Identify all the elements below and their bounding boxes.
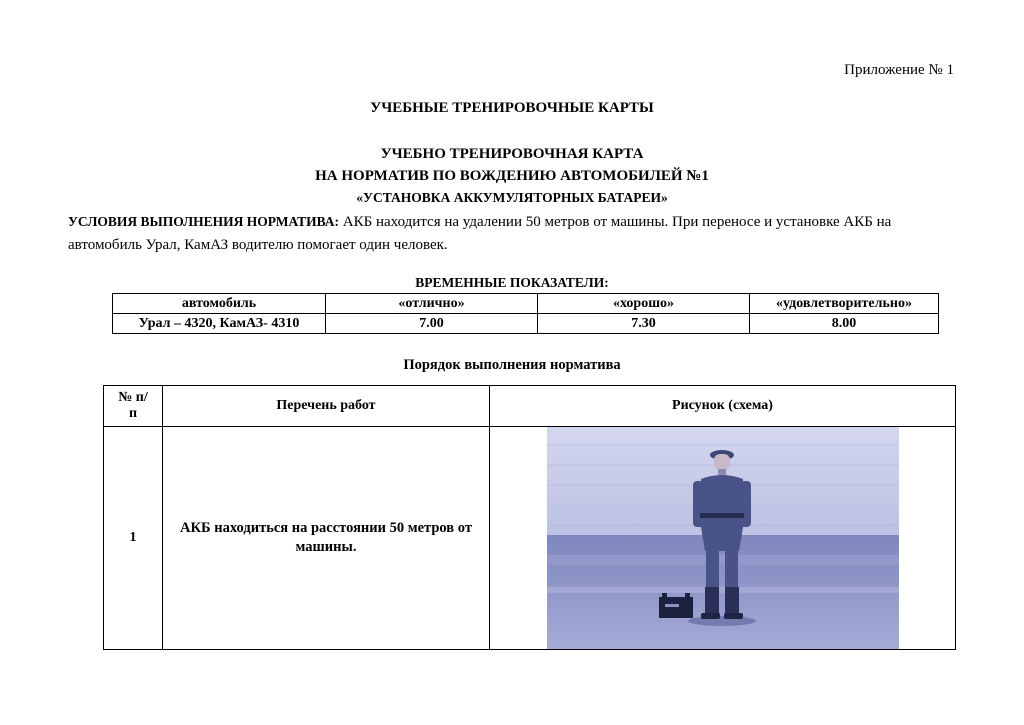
row-number: 1 [104, 427, 163, 650]
time-table-header-row [113, 294, 939, 314]
conditions-paragraph [68, 210, 958, 257]
header-good: «хорошо» [538, 294, 750, 314]
cell-vehicle: Урал – 4320, КамАЗ- 4310 [113, 314, 326, 334]
card-title: УЧЕБНО ТРЕНИРОВОЧНАЯ КАРТА [380, 146, 644, 162]
order-title: Порядок выполнения норматива [403, 357, 621, 373]
time-table-row [113, 314, 939, 334]
table-row [104, 427, 956, 650]
header-excellent: «отлично» [326, 294, 538, 314]
time-indicators-title: ВРЕМЕННЫЕ ПОКАЗАТЕЛИ: [415, 275, 609, 290]
time-indicators-table [112, 293, 939, 334]
cell-satisfactory: 8.00 [750, 314, 939, 334]
ground-stripe-2 [547, 587, 899, 593]
main-title: УЧЕБНЫЕ ТРЕНИРОВОЧНЫЕ КАРТЫ [370, 100, 654, 116]
header-vehicle: автомобиль [113, 294, 326, 314]
header-number: № п/п [104, 386, 163, 427]
appendix-label: Приложение № 1 [844, 62, 954, 78]
row-work-description: АКБ находиться на расстоянии 50 метров от машины. [163, 427, 490, 650]
cell-excellent: 7.00 [326, 314, 538, 334]
conditions-label: УСЛОВИЯ ВЫПОЛНЕНИЯ НОРМАТИВА: [68, 214, 339, 229]
order-table [103, 385, 956, 650]
soldier-with-battery-photo [547, 427, 899, 649]
norm-subtitle: «УСТАНОВКА АККУМУЛЯТОРНЫХ БАТАРЕИ» [356, 190, 668, 205]
conditions-text: АКБ находится на удалении 50 метров от машины. При переносе и установке АКБ на автомобиль Урал, КамАЗ водителю помогает один человек. [68, 214, 892, 253]
header-figure: Рисунок (схема) [490, 386, 956, 427]
norm-title: НА НОРМАТИВ ПО ВОЖДЕНИЮ АВТОМОБИЛЕЙ №1 [315, 168, 709, 184]
cell-good: 7.30 [538, 314, 750, 334]
header-works: Перечень работ [163, 386, 490, 427]
row-figure-cell [490, 427, 956, 650]
header-satisfactory: «удовлетворительно» [750, 294, 939, 314]
order-table-header-row [104, 386, 956, 427]
soldier-shadow [688, 616, 756, 626]
ground-stripe [547, 555, 899, 565]
